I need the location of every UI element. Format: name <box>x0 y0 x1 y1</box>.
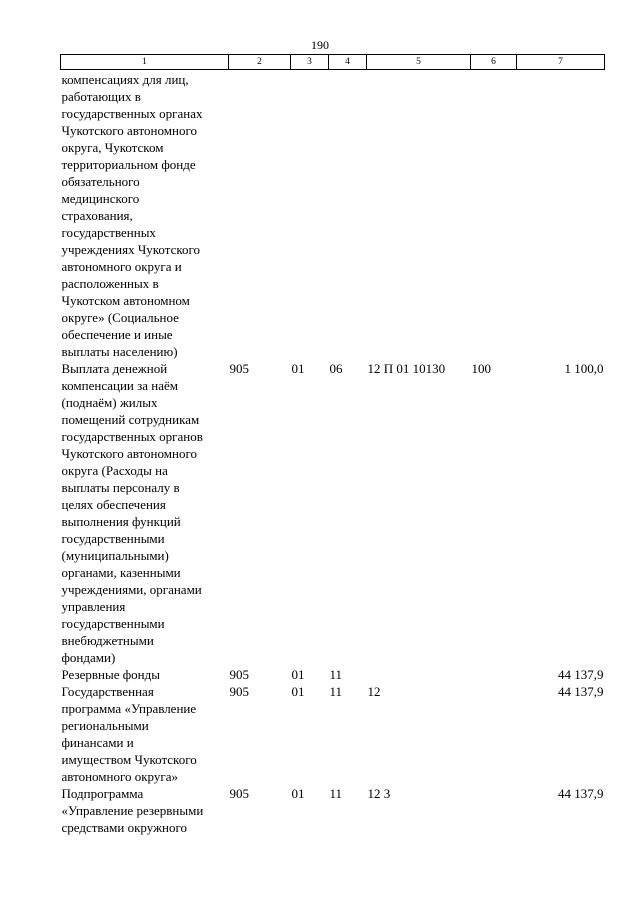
row-name-line: обеспечение и иные <box>61 327 173 342</box>
expense-type-cell <box>471 70 517 361</box>
target-article-cell: 12 3 <box>367 786 391 801</box>
row-name-line: государственными <box>61 531 165 546</box>
row-name-line: целях обеспечения <box>61 497 166 512</box>
table-row <box>61 683 605 785</box>
row-name-line: имуществом Чукотского <box>61 752 197 767</box>
target-article-cell <box>367 666 471 683</box>
row-name-line: выплаты персоналу в <box>61 480 180 495</box>
table-body <box>61 70 605 837</box>
row-name-line: Чукотского автономного <box>61 446 197 461</box>
table-row <box>61 666 605 683</box>
row-name-line: государственных органов <box>61 429 203 444</box>
amount-cell: 1 100,0 <box>564 361 604 376</box>
row-name-line: государственных <box>61 225 156 240</box>
ministry-code-cell: 905 <box>229 361 249 376</box>
target-article-cell <box>367 70 471 361</box>
row-name-line: автономного округа» <box>61 769 178 784</box>
row-name-line: страхования, <box>61 208 133 223</box>
row-name-line: средствами окружного <box>61 820 188 835</box>
row-name-line: Чукотском автономном <box>61 293 190 308</box>
ministry-code-cell: 905 <box>229 684 249 699</box>
section-code-cell: 01 <box>291 786 305 801</box>
row-name-line: программа «Управление <box>61 701 197 716</box>
subsection-code-cell: 06 <box>329 361 343 376</box>
row-name-line: управления <box>61 599 126 614</box>
expense-type-cell <box>471 785 517 836</box>
table-header <box>61 55 605 70</box>
row-name-line: выполнения функций <box>61 514 181 529</box>
column-header-4: 4 <box>329 55 367 70</box>
budget-table <box>60 54 605 836</box>
row-name-line: (муниципальными) <box>61 548 169 563</box>
section-code-cell: 01 <box>291 361 305 376</box>
row-name-line: Чукотского автономного <box>61 123 197 138</box>
column-number-row <box>61 55 605 70</box>
row-name-cell <box>61 70 229 361</box>
section-code-cell: 01 <box>291 684 305 699</box>
row-name-line: учреждениями, органами <box>61 582 202 597</box>
column-header-7: 7 <box>517 55 605 70</box>
row-name-line: «Управление резервными <box>61 803 204 818</box>
row-name-cell <box>61 360 229 666</box>
page-number: 190 <box>311 38 329 52</box>
amount-cell: 44 137,9 <box>558 667 604 682</box>
expense-type-cell <box>471 666 517 683</box>
subsection-code-cell: 11 <box>329 667 343 682</box>
row-name-line: территориальном фонде <box>61 157 196 172</box>
section-code-cell: 01 <box>291 667 305 682</box>
row-name-line: помещений сотрудникам <box>61 412 200 427</box>
row-name-line: Резервные фонды <box>61 667 160 682</box>
row-name-line: внебюджетными <box>61 633 154 648</box>
row-name-line: медицинского <box>61 191 140 206</box>
amount-cell: 44 137,9 <box>558 684 604 699</box>
row-name-line: учреждениях Чукотского <box>61 242 201 257</box>
column-header-5: 5 <box>367 55 471 70</box>
ministry-code-cell <box>229 70 291 361</box>
expense-type-cell: 100 <box>471 361 491 376</box>
row-name-cell <box>61 683 229 785</box>
column-header-6: 6 <box>471 55 517 70</box>
amount-cell <box>517 70 605 361</box>
row-name-line: региональными <box>61 718 149 733</box>
row-name-line: органами, казенными <box>61 565 181 580</box>
row-name-line: государственными <box>61 616 165 631</box>
section-code-cell <box>291 70 329 361</box>
target-article-cell: 12 П 01 10130 <box>367 361 446 376</box>
row-name-line: работающих в <box>61 89 141 104</box>
column-header-3: 3 <box>291 55 329 70</box>
ministry-code-cell: 905 <box>229 667 249 682</box>
row-name-line: выплаты населению) <box>61 344 178 359</box>
table-row <box>61 70 605 361</box>
column-header-1: 1 <box>61 55 229 70</box>
row-name-line: округе» (Социальное <box>61 310 179 325</box>
row-name-line: округа, Чукотском <box>61 140 164 155</box>
row-name-line: округа (Расходы на <box>61 463 168 478</box>
row-name-line: фондами) <box>61 650 116 665</box>
row-name-line: финансами и <box>61 735 134 750</box>
row-name-cell <box>61 666 229 683</box>
subsection-code-cell: 11 <box>329 684 343 699</box>
row-name-cell <box>61 785 229 836</box>
row-name-line: Подпрограмма <box>61 786 144 801</box>
row-name-line: Государственная <box>61 684 154 699</box>
row-name-line: автономного округа и <box>61 259 182 274</box>
subsection-code-cell: 11 <box>329 786 343 801</box>
expense-type-cell <box>471 683 517 785</box>
row-name-line: компенсации за наём <box>61 378 179 393</box>
target-article-cell: 12 <box>367 684 381 699</box>
amount-cell: 44 137,9 <box>558 786 604 801</box>
row-name-line: (поднаём) жилых <box>61 395 158 410</box>
row-name-line: расположенных в <box>61 276 159 291</box>
table-row <box>61 360 605 666</box>
subsection-code-cell <box>329 70 367 361</box>
row-name-line: обязательного <box>61 174 140 189</box>
column-header-2: 2 <box>229 55 291 70</box>
row-name-line: Выплата денежной <box>61 361 168 376</box>
row-name-line: компенсациях для лиц, <box>61 72 189 87</box>
row-name-line: государственных органах <box>61 106 203 121</box>
table-row <box>61 785 605 836</box>
ministry-code-cell: 905 <box>229 786 249 801</box>
